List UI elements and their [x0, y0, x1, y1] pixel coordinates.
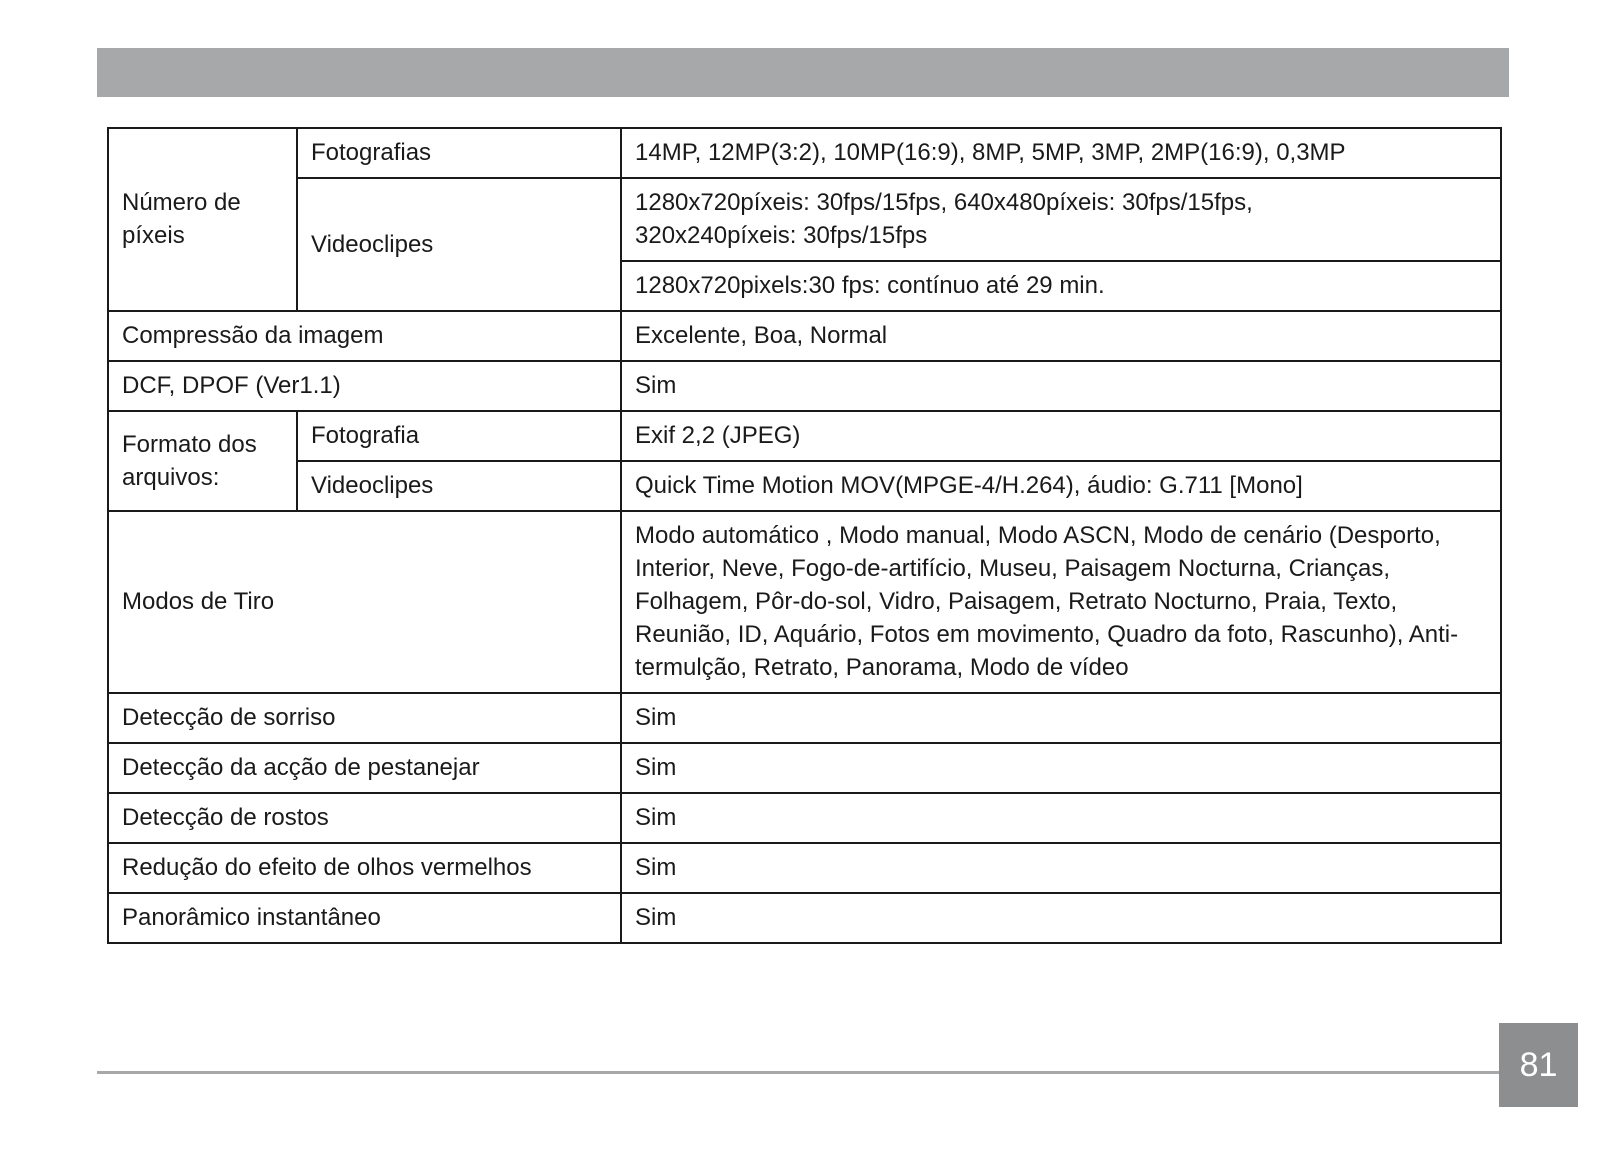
table-row	[108, 128, 1501, 178]
shooting-modes-value: Modo automático , Modo manual, Modo ASCN, Modo de cenário (Desporto, Interior, Neve, Fogo-de-artifício, Museu, Paisagem Nocturna, Crianças, Folhagem, Pôr-do-sol, Vidro, Paisagem, Retrato Nocturno, Praia, Texto, Reunião, ID, Aquário, Fotos em movimento, Quadro da foto, Rascunho), Anti-termulção, Retrato, Panorama, Modo de vídeo	[621, 511, 1501, 693]
smile-detection-value: Sim	[621, 693, 1501, 743]
image-compression-label: Compressão da imagem	[108, 311, 621, 361]
table-row	[108, 511, 1501, 693]
pixel-count-label: Número de píxeis	[108, 128, 297, 311]
table-row	[108, 411, 1501, 461]
photos-label: Fotografias	[297, 128, 621, 178]
header-bar	[97, 48, 1509, 97]
dcf-dpof-label: DCF, DPOF (Ver1.1)	[108, 361, 621, 411]
file-format-photo-label: Fotografia	[297, 411, 621, 461]
shooting-modes-label: Modos de Tiro	[108, 511, 621, 693]
table-row	[108, 843, 1501, 893]
table-row	[108, 743, 1501, 793]
table-row	[108, 693, 1501, 743]
file-format-label: Formato dos arquivos:	[108, 411, 297, 511]
table-row	[108, 178, 1501, 261]
image-compression-value: Excelente, Boa, Normal	[621, 311, 1501, 361]
table-row	[108, 311, 1501, 361]
table-row	[108, 361, 1501, 411]
dcf-dpof-value: Sim	[621, 361, 1501, 411]
red-eye-label: Redução do efeito de olhos vermelhos	[108, 843, 621, 893]
blink-detection-label: Detecção da acção de pestanejar	[108, 743, 621, 793]
page-number: 81	[1499, 1023, 1578, 1107]
instant-panorama-label: Panorâmico instantâneo	[108, 893, 621, 943]
file-format-photo-value: Exif 2,2 (JPEG)	[621, 411, 1501, 461]
file-format-video-value: Quick Time Motion MOV(MPGE-4/H.264), áudio: G.711 [Mono]	[621, 461, 1501, 511]
blink-detection-value: Sim	[621, 743, 1501, 793]
red-eye-value: Sim	[621, 843, 1501, 893]
smile-detection-label: Detecção de sorriso	[108, 693, 621, 743]
face-detection-label: Detecção de rostos	[108, 793, 621, 843]
footer-rule	[97, 1071, 1499, 1074]
face-detection-value: Sim	[621, 793, 1501, 843]
table-row	[108, 461, 1501, 511]
file-format-video-label: Videoclipes	[297, 461, 621, 511]
video-resolution-label: Videoclipes	[297, 178, 621, 311]
table-row	[108, 793, 1501, 843]
table-row	[108, 893, 1501, 943]
spec-table	[107, 127, 1502, 944]
video-continuous-value: 1280x720pixels:30 fps: contínuo até 29 min.	[621, 261, 1501, 311]
photos-value: 14MP, 12MP(3:2), 10MP(16:9), 8MP, 5MP, 3MP, 2MP(16:9), 0,3MP	[621, 128, 1501, 178]
instant-panorama-value: Sim	[621, 893, 1501, 943]
video-resolution-value: 1280x720píxeis: 30fps/15fps, 640x480píxeis: 30fps/15fps, 320x240píxeis: 30fps/15fps	[621, 178, 1501, 261]
